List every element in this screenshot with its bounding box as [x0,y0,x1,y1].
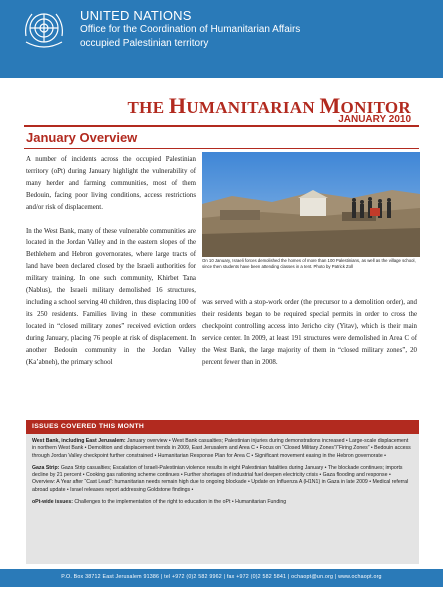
article-paragraph: A number of incidents across the occupied Palestinian territory (oPt) during January highlight the vulnerability of many herder and farming communities, most of them Bedouin, facing poor living conditions, access restrictions and/or risk of displacement. [26,156,196,211]
issues-heading: ISSUES COVERED THIS MONTH [26,420,419,434]
article-left-column [26,154,196,380]
issues-group-opt-wide: oPt-wide issues: Challenges to the implementation of the right to education in the oPt • Humanitarian Funding [32,499,287,506]
issues-group-gaza: Gaza Strip: Gaza Strip casualties; Escalation of Israeli-Palestinian violence results in eight Palestinian fatalities during January • The blockade continues; imports decline by 21 percent • Cooking gas rationing scheme continues • Further shortages of industrial fuel deepen electricity crisis • Gaza flooding and response • Overview: A Year after “Cast Lead”: humanitarian needs remain high due to ongoing blockade • Update on Influenza A (H1N1) in Gaza in late 2009 • Medical referral abroad update • Israel releases report addressing Goldstone findings • [32,464,409,493]
org-name: UNITED NATIONS [80,8,192,23]
territory-name: occupied Palestinian territory [80,38,209,49]
article-right-column [202,297,417,368]
office-name: Office for the Coordination of Humanitarian Affairs [80,24,301,35]
issues-covered-box [26,420,419,564]
issue-date: JANUARY 2010 [338,114,411,125]
masthead-divider [24,125,419,127]
contact-info: P.O. Box 38712 East Jerusalem 91386 | tel +972 (0)2 582 9962 | fax +972 (0)2 582 5841 | ochaopt@un.org | www.ochaopt.org [61,574,382,580]
section-title: January Overview [26,130,138,145]
footer-band [0,569,443,587]
header-band [0,0,443,78]
publication-title: THE HUMANITARIAN MONITOR [127,93,411,118]
issues-list [32,438,413,511]
article-paragraph: In the West Bank, many of these vulnerable communities are located in the Jordan Valley and in the eastern slopes of the Bethlehem and Hebron governorates, where large tracts of land have been declared closed by the Israeli authorities for military training. In one such community, Khirbet Tana (Nablus), the Israeli military demolished 16 structures, including a school serving 40 children, thus displacing 100 of its 250 residents. Families living in these communities located in “closed military zones” received eviction orders during January, placing 76 people at risk of displacement. In another Bedouin community in the Jordan Valley (Ka’abneh), the primary school [26,227,196,366]
article-photo [202,152,420,257]
article-paragraph: was served with a stop-work order (the precursor to a demolition order), and their residents began to be required special permits in order to cross the checkpoint controlling access into Jericho city (Yitav), which is their main service center. In 2009, at least 191 structures were demolished in Area C of the West Bank, the large majority of them in “closed military zones”, 20 percent fewer than in 2008. [202,299,417,366]
un-emblem-icon [18,6,70,54]
section-divider [24,148,419,149]
photo-caption: On 10 January, Israeli forces demolished the homes of more than 100 Palestinians, as well as the village school, since then students have been attending classes in a tent. Photo by Patrick Zoll [202,258,416,269]
issues-group-west-bank: West Bank, including East Jerusalem: January overview • West Bank casualties; Palestinian injuries during demonstrations increased • Large-scale displacement in northern West Bank • Demolition and displacement trends in 2009, East Jerusalem and Area C • Focus on “Closed Military Zones”/“Firing Zones” • Bedouin access through Jordan Valley checkpoint further constrained • Humanitarian Response Plan for Area C • Significant movement easing in the Hebron governorate • [32,438,411,459]
